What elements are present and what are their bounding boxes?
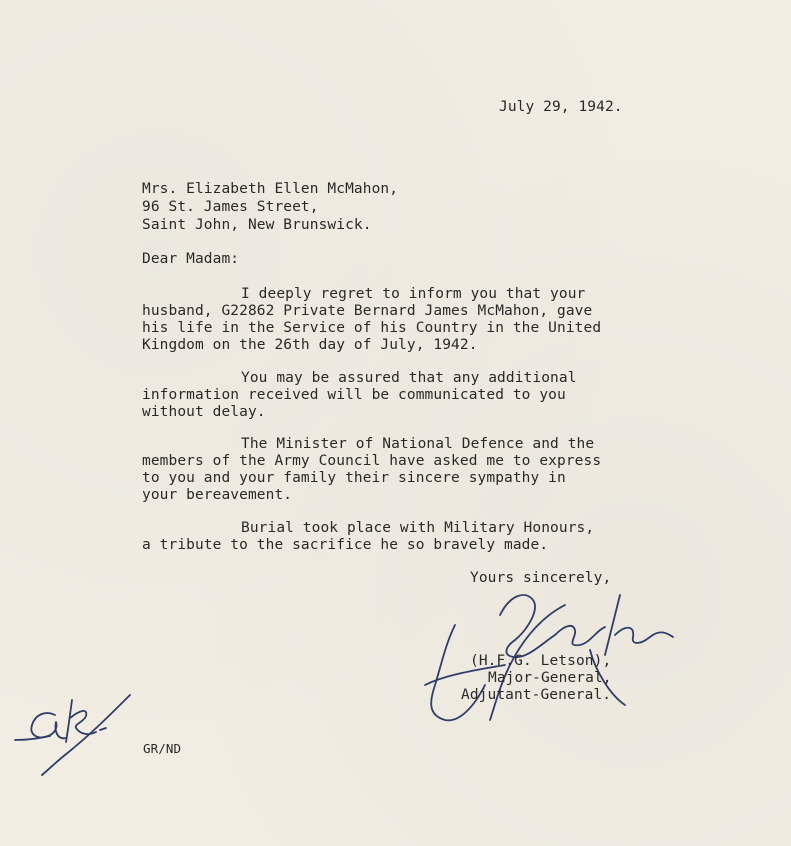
closing: Yours sincerely, bbox=[470, 570, 612, 586]
paragraph-line: a tribute to the sacrifice he so bravely made. bbox=[142, 537, 549, 553]
paragraph-line: The Minister of National Defence and the bbox=[241, 436, 595, 452]
paragraph-line: to you and your family their sincere sympathy in bbox=[142, 470, 566, 486]
paragraph-line: members of the Army Council have asked me to express bbox=[142, 453, 602, 469]
recipient-street: 96 St. James Street, bbox=[142, 199, 319, 215]
signatory-title: Adjutant-General. bbox=[461, 687, 612, 703]
paragraph-line: Burial took place with Military Honours, bbox=[241, 520, 595, 536]
handwritten-initials bbox=[10, 660, 140, 780]
recipient-city: Saint John, New Brunswick. bbox=[142, 217, 372, 233]
paragraph-line: without delay. bbox=[142, 404, 266, 420]
paragraph-line: husband, G22862 Private Bernard James McMahon, gave bbox=[142, 303, 593, 319]
recipient-name: Mrs. Elizabeth Ellen McMahon, bbox=[142, 181, 399, 197]
reference-initials: GR/ND bbox=[143, 741, 182, 756]
letter-date: July 29, 1942. bbox=[499, 99, 623, 115]
paragraph-line: information received will be communicated to you bbox=[142, 387, 566, 403]
signatory-name: (H.F.G. Letson), bbox=[470, 653, 612, 669]
paragraph-line: You may be assured that any additional bbox=[241, 370, 577, 386]
salutation: Dear Madam: bbox=[142, 251, 240, 267]
signatory-rank: Major-General, bbox=[488, 670, 612, 686]
paragraph-line: Kingdom on the 26th day of July, 1942. bbox=[142, 337, 478, 353]
paragraph-line: your bereavement. bbox=[142, 487, 293, 503]
paragraph-line: his life in the Service of his Country in the United bbox=[142, 320, 602, 336]
paragraph-line: I deeply regret to inform you that your bbox=[241, 286, 586, 302]
